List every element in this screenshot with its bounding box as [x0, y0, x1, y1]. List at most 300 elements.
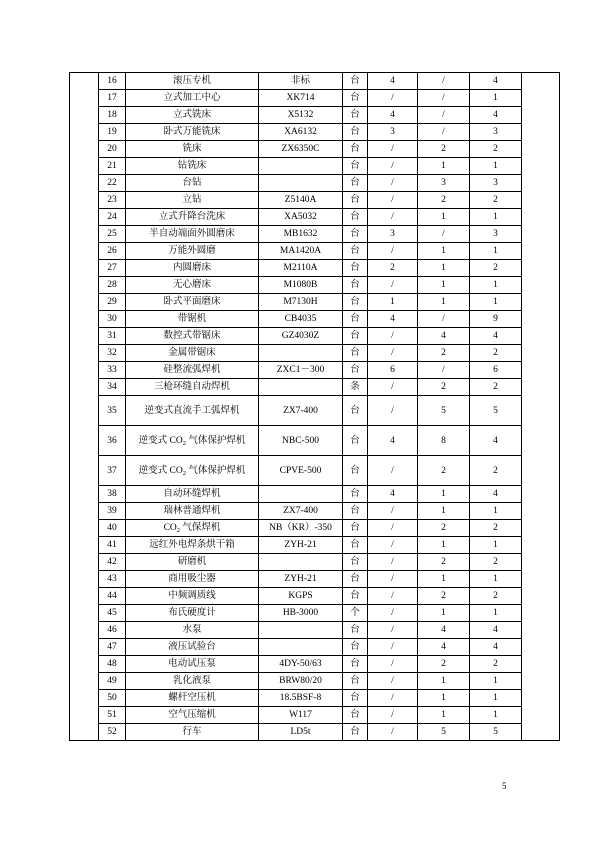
quantity-b-cell: / — [418, 107, 470, 124]
row-number-cell: 31 — [99, 328, 126, 345]
left-margin-cell — [70, 588, 99, 605]
row-number-cell: 49 — [99, 673, 126, 690]
equipment-name-cell — [126, 426, 259, 456]
remarks-cell — [522, 311, 560, 328]
quantity-a-cell: / — [368, 605, 418, 622]
left-margin-cell — [70, 707, 99, 724]
equipment-name-cell: 螺杆空压机 — [126, 690, 259, 707]
table-row — [70, 328, 560, 345]
left-margin-cell — [70, 362, 99, 379]
model-cell: MB1632 — [259, 226, 343, 243]
table-row — [70, 379, 560, 396]
equipment-name-cell: 数控式带锯床 — [126, 328, 259, 345]
unit-cell: 台 — [343, 294, 368, 311]
left-margin-cell — [70, 73, 99, 90]
unit-cell: 台 — [343, 158, 368, 175]
total-cell: 4 — [470, 486, 522, 503]
left-margin-cell — [70, 379, 99, 396]
left-margin-cell — [70, 158, 99, 175]
remarks-cell — [522, 486, 560, 503]
quantity-b-cell: / — [418, 311, 470, 328]
quantity-b-cell: 1 — [418, 243, 470, 260]
row-number-cell: 19 — [99, 124, 126, 141]
unit-cell: 台 — [343, 260, 368, 277]
remarks-cell — [522, 294, 560, 311]
model-cell: MA1420A — [259, 243, 343, 260]
left-margin-cell — [70, 90, 99, 107]
equipment-name-cell: 立钻 — [126, 192, 259, 209]
table-row — [70, 639, 560, 656]
row-number-cell: 32 — [99, 345, 126, 362]
unit-cell: 个 — [343, 605, 368, 622]
equipment-name-cell: 水泵 — [126, 622, 259, 639]
table-row — [70, 226, 560, 243]
row-number-cell: 35 — [99, 396, 126, 426]
model-cell: ZX7-400 — [259, 503, 343, 520]
quantity-a-cell: / — [368, 192, 418, 209]
model-cell — [259, 175, 343, 192]
remarks-cell — [522, 724, 560, 741]
quantity-b-cell: 2 — [418, 656, 470, 673]
equipment-name-cell: 硅整流弧焊机 — [126, 362, 259, 379]
row-number-cell: 52 — [99, 724, 126, 741]
name-subscript: 2 — [176, 527, 181, 534]
model-cell: GZ4030Z — [259, 328, 343, 345]
total-cell: 9 — [470, 311, 522, 328]
row-number-cell: 33 — [99, 362, 126, 379]
table-row — [70, 537, 560, 554]
row-number-cell: 23 — [99, 192, 126, 209]
model-cell: LD5t — [259, 724, 343, 741]
quantity-b-cell: 1 — [418, 260, 470, 277]
left-margin-cell — [70, 724, 99, 741]
table-row — [70, 175, 560, 192]
model-cell: XK714 — [259, 90, 343, 107]
remarks-cell — [522, 90, 560, 107]
unit-cell: 台 — [343, 175, 368, 192]
model-cell — [259, 379, 343, 396]
left-margin-cell — [70, 554, 99, 571]
model-cell: XA5032 — [259, 209, 343, 226]
left-margin-cell — [70, 426, 99, 456]
quantity-b-cell: 4 — [418, 328, 470, 345]
equipment-name-cell: 钻铣床 — [126, 158, 259, 175]
equipment-name-cell: 无心磨床 — [126, 277, 259, 294]
unit-cell: 台 — [343, 192, 368, 209]
equipment-name-cell: 空气压缩机 — [126, 707, 259, 724]
quantity-b-cell: 1 — [418, 209, 470, 226]
left-margin-cell — [70, 537, 99, 554]
name-subscript: 2 — [182, 469, 186, 477]
model-cell: CB4035 — [259, 311, 343, 328]
quantity-b-cell: 1 — [418, 707, 470, 724]
remarks-cell — [522, 192, 560, 209]
total-cell: 3 — [470, 124, 522, 141]
unit-cell: 台 — [343, 243, 368, 260]
table-row — [70, 426, 560, 456]
total-cell: 4 — [470, 426, 522, 456]
left-margin-cell — [70, 520, 99, 537]
left-margin-cell — [70, 107, 99, 124]
model-cell — [259, 639, 343, 656]
unit-cell: 台 — [343, 707, 368, 724]
row-number-cell: 22 — [99, 175, 126, 192]
table-row — [70, 588, 560, 605]
table-row — [70, 656, 560, 673]
unit-cell: 台 — [343, 124, 368, 141]
model-cell: HB-3000 — [259, 605, 343, 622]
quantity-a-cell: / — [368, 90, 418, 107]
quantity-a-cell: 3 — [368, 226, 418, 243]
quantity-a-cell: / — [368, 396, 418, 426]
table-row — [70, 690, 560, 707]
unit-cell: 台 — [343, 520, 368, 537]
row-number-cell: 37 — [99, 456, 126, 486]
quantity-a-cell: 4 — [368, 426, 418, 456]
quantity-b-cell: 2 — [418, 345, 470, 362]
remarks-cell — [522, 503, 560, 520]
remarks-cell — [522, 690, 560, 707]
quantity-b-cell: 1 — [418, 537, 470, 554]
remarks-cell — [522, 537, 560, 554]
quantity-a-cell: / — [368, 209, 418, 226]
table-row — [70, 158, 560, 175]
unit-cell: 台 — [343, 426, 368, 456]
equipment-name-cell: 布氏硬度计 — [126, 605, 259, 622]
model-cell: ZYH-21 — [259, 571, 343, 588]
total-cell: 4 — [470, 73, 522, 90]
remarks-cell — [522, 520, 560, 537]
total-cell: 1 — [470, 294, 522, 311]
remarks-cell — [522, 571, 560, 588]
quantity-b-cell: 1 — [418, 571, 470, 588]
row-number-cell: 41 — [99, 537, 126, 554]
remarks-cell — [522, 260, 560, 277]
quantity-a-cell: / — [368, 379, 418, 396]
unit-cell: 台 — [343, 226, 368, 243]
total-cell: 2 — [470, 456, 522, 486]
quantity-b-cell: / — [418, 124, 470, 141]
name-text-suffix: 气体保护焊机 — [185, 435, 246, 446]
unit-cell: 台 — [343, 622, 368, 639]
remarks-cell — [522, 209, 560, 226]
quantity-b-cell: 1 — [418, 605, 470, 622]
left-margin-cell — [70, 571, 99, 588]
left-margin-cell — [70, 277, 99, 294]
unit-cell: 台 — [343, 673, 368, 690]
total-cell: 3 — [470, 175, 522, 192]
row-number-cell: 24 — [99, 209, 126, 226]
left-margin-cell — [70, 456, 99, 486]
model-cell: 4DY-50/63 — [259, 656, 343, 673]
quantity-a-cell: / — [368, 328, 418, 345]
quantity-b-cell: 1 — [418, 294, 470, 311]
total-cell: 5 — [470, 724, 522, 741]
unit-cell: 台 — [343, 73, 368, 90]
unit-cell: 台 — [343, 277, 368, 294]
quantity-a-cell: 1 — [368, 294, 418, 311]
table-row — [70, 707, 560, 724]
total-cell: 1 — [470, 605, 522, 622]
quantity-b-cell: / — [418, 90, 470, 107]
unit-cell: 台 — [343, 456, 368, 486]
left-margin-cell — [70, 294, 99, 311]
quantity-b-cell: 2 — [418, 456, 470, 486]
equipment-name-cell: 电动试压泵 — [126, 656, 259, 673]
remarks-cell — [522, 707, 560, 724]
quantity-b-cell: / — [418, 362, 470, 379]
table-row — [70, 209, 560, 226]
remarks-cell — [522, 656, 560, 673]
model-cell: BRW80/20 — [259, 673, 343, 690]
equipment-name-cell: 自动环缝焊机 — [126, 486, 259, 503]
remarks-cell — [522, 362, 560, 379]
table-row — [70, 90, 560, 107]
quantity-b-cell: 4 — [418, 639, 470, 656]
quantity-a-cell: 2 — [368, 260, 418, 277]
model-cell: M2110A — [259, 260, 343, 277]
remarks-cell — [522, 426, 560, 456]
equipment-name-cell: 乳化液泵 — [126, 673, 259, 690]
row-number-cell: 42 — [99, 554, 126, 571]
quantity-b-cell: 5 — [418, 396, 470, 426]
table-row — [70, 124, 560, 141]
equipment-name-cell: 半自动端面外圆磨床 — [126, 226, 259, 243]
unit-cell: 台 — [343, 639, 368, 656]
total-cell: 1 — [470, 209, 522, 226]
quantity-a-cell: / — [368, 456, 418, 486]
quantity-a-cell: / — [368, 673, 418, 690]
table-row — [70, 571, 560, 588]
table-row — [70, 277, 560, 294]
quantity-a-cell: / — [368, 277, 418, 294]
quantity-a-cell: / — [368, 537, 418, 554]
total-cell: 2 — [470, 141, 522, 158]
table-row — [70, 141, 560, 158]
remarks-cell — [522, 175, 560, 192]
remarks-cell — [522, 158, 560, 175]
quantity-b-cell: / — [418, 73, 470, 90]
unit-cell: 条 — [343, 379, 368, 396]
left-margin-cell — [70, 486, 99, 503]
row-number-cell: 48 — [99, 656, 126, 673]
table-row — [70, 396, 560, 426]
left-margin-cell — [70, 673, 99, 690]
total-cell: 1 — [470, 571, 522, 588]
total-cell: 1 — [470, 707, 522, 724]
unit-cell: 台 — [343, 486, 368, 503]
model-cell — [259, 158, 343, 175]
total-cell: 4 — [470, 639, 522, 656]
table-row — [70, 345, 560, 362]
left-margin-cell — [70, 605, 99, 622]
model-cell: Z5140A — [259, 192, 343, 209]
quantity-b-cell: 1 — [418, 277, 470, 294]
total-cell: 3 — [470, 226, 522, 243]
total-cell: 2 — [470, 554, 522, 571]
equipment-name-cell: 研磨机 — [126, 554, 259, 571]
quantity-a-cell: / — [368, 243, 418, 260]
quantity-a-cell: / — [368, 724, 418, 741]
model-cell: NBC-500 — [259, 426, 343, 456]
model-cell: M1080B — [259, 277, 343, 294]
quantity-b-cell: 4 — [418, 622, 470, 639]
unit-cell: 台 — [343, 209, 368, 226]
equipment-name-cell: 卧式万能铣床 — [126, 124, 259, 141]
model-cell: ZX6350C — [259, 141, 343, 158]
unit-cell: 台 — [343, 537, 368, 554]
left-margin-cell — [70, 243, 99, 260]
row-number-cell: 50 — [99, 690, 126, 707]
table-row — [70, 243, 560, 260]
unit-cell: 台 — [343, 571, 368, 588]
total-cell: 4 — [470, 328, 522, 345]
unit-cell: 台 — [343, 311, 368, 328]
row-number-cell: 21 — [99, 158, 126, 175]
quantity-b-cell: 1 — [418, 486, 470, 503]
quantity-a-cell: / — [368, 622, 418, 639]
row-number-cell: 44 — [99, 588, 126, 605]
table-body — [70, 73, 560, 741]
remarks-cell — [522, 379, 560, 396]
remarks-cell — [522, 107, 560, 124]
total-cell: 1 — [470, 673, 522, 690]
model-cell: W117 — [259, 707, 343, 724]
row-number-cell: 43 — [99, 571, 126, 588]
equipment-name-cell: 立式加工中心 — [126, 90, 259, 107]
equipment-name-cell: 带锯机 — [126, 311, 259, 328]
equipment-name-cell: 逆变式直流手工弧焊机 — [126, 396, 259, 426]
quantity-b-cell: 1 — [418, 690, 470, 707]
total-cell: 1 — [470, 158, 522, 175]
unit-cell: 台 — [343, 724, 368, 741]
unit-cell: 台 — [343, 503, 368, 520]
table-row — [70, 294, 560, 311]
remarks-cell — [522, 226, 560, 243]
name-text-suffix: 气体保护焊机 — [185, 465, 246, 476]
unit-cell: 台 — [343, 345, 368, 362]
left-margin-cell — [70, 311, 99, 328]
row-number-cell: 47 — [99, 639, 126, 656]
remarks-cell — [522, 243, 560, 260]
remarks-cell — [522, 124, 560, 141]
remarks-cell — [522, 673, 560, 690]
model-cell: X5132 — [259, 107, 343, 124]
table-row — [70, 503, 560, 520]
model-cell: KGPS — [259, 588, 343, 605]
remarks-cell — [522, 73, 560, 90]
equipment-name-cell: 立式升降台洗床 — [126, 209, 259, 226]
total-cell: 1 — [470, 243, 522, 260]
remarks-cell — [522, 588, 560, 605]
table-row — [70, 73, 560, 90]
table-row — [70, 520, 560, 537]
quantity-a-cell: / — [368, 571, 418, 588]
total-cell: 2 — [470, 192, 522, 209]
quantity-a-cell: / — [368, 588, 418, 605]
remarks-cell — [522, 328, 560, 345]
row-number-cell: 38 — [99, 486, 126, 503]
unit-cell: 台 — [343, 396, 368, 426]
quantity-a-cell: 3 — [368, 124, 418, 141]
table-row — [70, 456, 560, 486]
total-cell: 1 — [470, 503, 522, 520]
name-text-prefix: 逆变式 CO — [138, 465, 183, 476]
remarks-cell — [522, 396, 560, 426]
row-number-cell: 30 — [99, 311, 126, 328]
left-margin-cell — [70, 622, 99, 639]
remarks-cell — [522, 605, 560, 622]
quantity-a-cell: / — [368, 175, 418, 192]
total-cell: 2 — [470, 379, 522, 396]
total-cell: 4 — [470, 107, 522, 124]
quantity-b-cell: 2 — [418, 192, 470, 209]
page-number: 5 — [502, 781, 507, 791]
unit-cell: 台 — [343, 90, 368, 107]
equipment-name-cell: 万能外圆磨 — [126, 243, 259, 260]
quantity-b-cell: 8 — [418, 426, 470, 456]
equipment-name-cell — [126, 520, 259, 537]
total-cell: 5 — [470, 396, 522, 426]
equipment-name-cell — [126, 456, 259, 486]
quantity-b-cell: / — [418, 226, 470, 243]
table-row — [70, 554, 560, 571]
left-margin-cell — [70, 124, 99, 141]
model-cell: 非标 — [259, 73, 343, 90]
left-margin-cell — [70, 175, 99, 192]
total-cell: 1 — [470, 537, 522, 554]
left-margin-cell — [70, 260, 99, 277]
table-row — [70, 622, 560, 639]
name-text-prefix: CO — [163, 523, 177, 533]
remarks-cell — [522, 456, 560, 486]
table-row — [70, 673, 560, 690]
equipment-name-cell: 商用吸尘器 — [126, 571, 259, 588]
quantity-a-cell: / — [368, 345, 418, 362]
model-cell — [259, 622, 343, 639]
left-margin-cell — [70, 639, 99, 656]
unit-cell: 台 — [343, 141, 368, 158]
quantity-a-cell: / — [368, 707, 418, 724]
quantity-a-cell: / — [368, 158, 418, 175]
quantity-b-cell: 2 — [418, 554, 470, 571]
row-number-cell: 45 — [99, 605, 126, 622]
model-cell — [259, 486, 343, 503]
quantity-a-cell: / — [368, 656, 418, 673]
quantity-b-cell: 5 — [418, 724, 470, 741]
remarks-cell — [522, 554, 560, 571]
quantity-b-cell: 2 — [418, 520, 470, 537]
row-number-cell: 28 — [99, 277, 126, 294]
model-cell — [259, 554, 343, 571]
equipment-name-cell: 三枪环缝自动焊机 — [126, 379, 259, 396]
row-number-cell: 51 — [99, 707, 126, 724]
remarks-cell — [522, 622, 560, 639]
equipment-name-cell: 行车 — [126, 724, 259, 741]
remarks-cell — [522, 639, 560, 656]
left-margin-cell — [70, 226, 99, 243]
total-cell: 4 — [470, 622, 522, 639]
total-cell: 2 — [470, 260, 522, 277]
quantity-a-cell: 4 — [368, 311, 418, 328]
name-text-prefix: 逆变式 CO — [138, 435, 183, 446]
row-number-cell: 16 — [99, 73, 126, 90]
model-cell: XA6132 — [259, 124, 343, 141]
equipment-name-cell: 滚压专机 — [126, 73, 259, 90]
equipment-name-cell: 卧式平面磨床 — [126, 294, 259, 311]
table-row — [70, 260, 560, 277]
equipment-name-cell: 台钻 — [126, 175, 259, 192]
